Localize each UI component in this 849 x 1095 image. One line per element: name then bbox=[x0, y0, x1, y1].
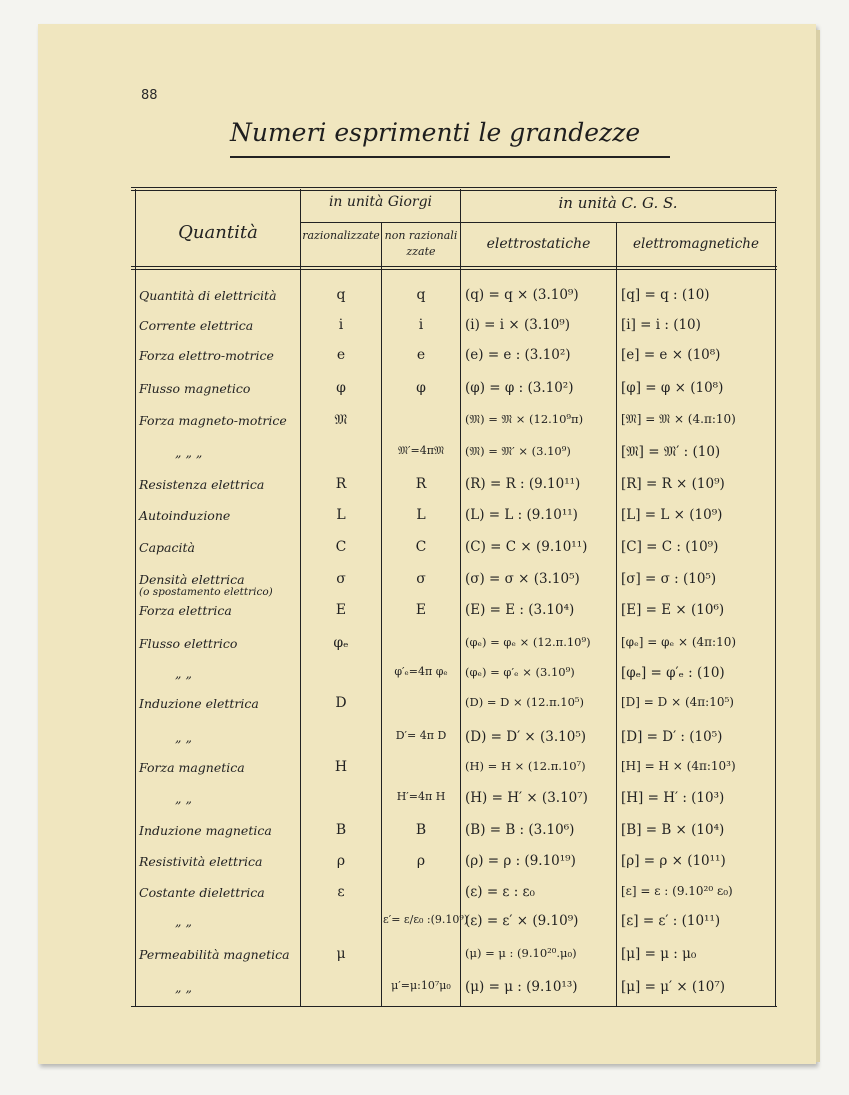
cell-electrostatic: (H) = H × (12.π.10⁷) bbox=[465, 759, 586, 773]
cell-non-rationalized: μ′=μ:10⁷μ₀ bbox=[391, 979, 451, 992]
cell-non-rationalized: E bbox=[415, 602, 427, 618]
cell-non-rationalized: q bbox=[416, 287, 426, 303]
cell-electrostatic: (E) = E : (3.10⁴) bbox=[465, 602, 575, 618]
cell-quantity: Forza magnetica bbox=[139, 760, 245, 775]
cell-electrostatic: (φₑ) = φ′ₑ × (3.10⁹) bbox=[465, 665, 575, 679]
col-rule-right bbox=[775, 189, 776, 1007]
cell-quantity: Flusso elettrico bbox=[139, 636, 238, 651]
cell-quantity: Resistività elettrica bbox=[139, 854, 263, 869]
header-quantity: Quantità bbox=[178, 222, 258, 243]
header-electrostatic: elettrostatiche bbox=[486, 236, 591, 252]
cell-electromagnetic: [φ] = φ × (10⁸) bbox=[621, 380, 724, 396]
cell-rationalized: φₑ bbox=[333, 635, 349, 651]
cell-quantity: „ „ bbox=[175, 914, 192, 929]
header-sub-rule bbox=[300, 222, 776, 223]
cell-quantity: Forza elettrica bbox=[139, 603, 232, 618]
cell-non-rationalized: φ′ₑ=4π φₑ bbox=[394, 665, 448, 678]
cell-electromagnetic: [D] = D × (4π:10⁵) bbox=[621, 695, 734, 709]
cell-electrostatic: (𝔐) = 𝔐 × (12.10⁹π) bbox=[465, 412, 584, 426]
cell-quantity: Quantità di elettricità bbox=[139, 288, 277, 303]
cell-electromagnetic: [μ] = μ : μ₀ bbox=[621, 946, 697, 962]
cell-electromagnetic: [H] = H′ : (10³) bbox=[621, 790, 725, 806]
cell-non-rationalized: 𝔐′=4π𝔐 bbox=[397, 444, 445, 457]
cell-electromagnetic: [ρ] = ρ × (10¹¹) bbox=[621, 853, 726, 869]
cell-rationalized: D bbox=[335, 695, 347, 711]
header-rationalized: razionalizzate bbox=[302, 229, 380, 242]
cell-electrostatic: (R) = R : (9.10¹¹) bbox=[465, 476, 581, 492]
cell-electrostatic: (ε) = ε : ε₀ bbox=[465, 884, 535, 900]
cell-non-rationalized: R bbox=[415, 476, 427, 492]
cell-electrostatic: (𝔐) = 𝔐′ × (3.10⁹) bbox=[465, 444, 571, 458]
cell-quantity: Costante dielettrica bbox=[139, 885, 265, 900]
cell-electromagnetic: [i] = i : (10) bbox=[621, 317, 701, 333]
cell-quantity: Forza magneto-motrice bbox=[139, 413, 287, 428]
cell-quantity: Resistenza elettrica bbox=[139, 477, 265, 492]
table-bottom-rule bbox=[131, 1006, 777, 1007]
cell-electromagnetic: [μ] = μ′ × (10⁷) bbox=[621, 979, 726, 995]
cell-non-rationalized: B bbox=[415, 822, 427, 838]
cell-rationalized: e bbox=[336, 347, 346, 363]
cell-non-rationalized: H′=4π H bbox=[396, 790, 446, 803]
cell-electromagnetic: [𝔐] = 𝔐 × (4.π:10) bbox=[621, 412, 736, 426]
cell-rationalized: H bbox=[334, 759, 348, 775]
cell-electromagnetic: [q] = q : (10) bbox=[621, 287, 710, 303]
col-rule-elstat bbox=[616, 222, 617, 1007]
col-rule-quantity bbox=[300, 189, 301, 1007]
cell-rationalized: B bbox=[335, 822, 347, 838]
header-bottom-rule-2 bbox=[131, 269, 777, 270]
cell-quantity: Flusso magnetico bbox=[139, 381, 251, 396]
cell-non-rationalized: ρ bbox=[416, 853, 426, 869]
cell-quantity: „ „ bbox=[175, 730, 192, 745]
cell-rationalized: ε bbox=[337, 884, 345, 900]
header-electromagnetic: elettromagnetiche bbox=[633, 236, 759, 252]
cell-non-rationalized: i bbox=[418, 317, 424, 333]
cell-electrostatic: (ρ) = ρ : (9.10¹⁹) bbox=[465, 853, 576, 869]
cell-rationalized: φ bbox=[336, 380, 346, 396]
cell-non-rationalized: σ bbox=[416, 571, 426, 587]
cell-electrostatic: (ε) = ε′ × (9.10⁹) bbox=[465, 913, 579, 929]
cell-electromagnetic: [L] = L × (10⁹) bbox=[621, 507, 723, 523]
table-top-rule-2 bbox=[131, 190, 777, 191]
cell-electromagnetic: [ε] = ε′ : (10¹¹) bbox=[621, 913, 721, 929]
cell-quantity: „ „ „ bbox=[175, 445, 203, 460]
cell-electrostatic: (i) = i × (3.10⁹) bbox=[465, 317, 570, 333]
cell-non-rationalized: C bbox=[415, 539, 427, 555]
cell-electromagnetic: [D] = D′ : (10⁵) bbox=[621, 729, 723, 745]
cell-electromagnetic: [φₑ] = φₑ × (4π:10) bbox=[621, 635, 737, 649]
cell-rationalized: σ bbox=[336, 571, 346, 587]
header-cgs: in unità C. G. S. bbox=[558, 194, 678, 212]
cell-electromagnetic: [ε] = ε : (9.10²⁰ ε₀) bbox=[621, 884, 733, 898]
cell-electromagnetic: [σ] = σ : (10⁵) bbox=[621, 571, 717, 587]
cell-electrostatic: (D) = D′ × (3.10⁵) bbox=[465, 729, 587, 745]
cell-electromagnetic: [𝔐] = 𝔐′ : (10) bbox=[621, 444, 721, 460]
cell-electromagnetic: [B] = B × (10⁴) bbox=[621, 822, 725, 838]
cell-electrostatic: (φₑ) = φₑ × (12.π.10⁹) bbox=[465, 635, 591, 649]
page-edge bbox=[816, 30, 820, 1062]
cell-rationalized: q bbox=[336, 287, 346, 303]
col-rule-giorgi bbox=[381, 222, 382, 1007]
cell-electrostatic: (B) = B : (3.10⁶) bbox=[465, 822, 575, 838]
cell-rationalized: ρ bbox=[336, 853, 346, 869]
cell-quantity: Permeabilità magnetica bbox=[139, 947, 290, 962]
cell-electrostatic: (q) = q × (3.10⁹) bbox=[465, 287, 579, 303]
cell-electromagnetic: [R] = R × (10⁹) bbox=[621, 476, 725, 492]
header-giorgi: in unità Giorgi bbox=[328, 194, 433, 210]
cell-non-rationalized: φ bbox=[416, 380, 426, 396]
page-number: 88 bbox=[141, 88, 158, 103]
cell-electrostatic: (e) = e : (3.10²) bbox=[465, 347, 571, 363]
header-bottom-rule bbox=[131, 266, 777, 267]
cell-electromagnetic: [H] = H × (4π:10³) bbox=[621, 759, 736, 773]
cell-rationalized: L bbox=[336, 507, 346, 523]
cell-rationalized: E bbox=[335, 602, 347, 618]
cell-non-rationalized: ε′= ε/ε₀ :(9.10⁹) bbox=[383, 913, 469, 926]
cell-quantity: „ „ bbox=[175, 666, 192, 681]
cell-electrostatic: (μ) = μ : (9.10¹³) bbox=[465, 979, 578, 995]
table-top-rule bbox=[131, 187, 777, 188]
col-rule-left bbox=[135, 189, 136, 1007]
cell-rationalized: i bbox=[338, 317, 344, 333]
page-title: Numeri esprimenti le grandezze bbox=[230, 118, 641, 147]
cell-quantity: „ „ bbox=[175, 791, 192, 806]
cell-non-rationalized: D′= 4π D bbox=[395, 729, 447, 742]
cell-electromagnetic: [C] = C : (10⁹) bbox=[621, 539, 719, 555]
cell-quantity: Induzione magnetica bbox=[139, 823, 272, 838]
cell-non-rationalized: L bbox=[416, 507, 426, 523]
cell-electrostatic: (μ) = μ : (9.10²⁰.μ₀) bbox=[465, 946, 577, 960]
cell-quantity: Densità elettrica bbox=[139, 572, 245, 587]
title-underline bbox=[230, 156, 670, 158]
cell-electromagnetic: [φₑ] = φ′ₑ : (10) bbox=[621, 665, 725, 681]
cell-electrostatic: (σ) = σ × (3.10⁵) bbox=[465, 571, 580, 587]
cell-rationalized: R bbox=[335, 476, 347, 492]
cell-rationalized: 𝔐 bbox=[334, 412, 348, 428]
cell-rationalized: C bbox=[335, 539, 347, 555]
col-rule-cgs bbox=[460, 189, 461, 1007]
cell-quantity: Autoinduzione bbox=[139, 508, 231, 523]
cell-electrostatic: (φ) = φ : (3.10²) bbox=[465, 380, 574, 396]
cell-quantity-note: (o spostamento elettrico) bbox=[139, 586, 273, 598]
cell-quantity: Corrente elettrica bbox=[139, 318, 254, 333]
cell-quantity: Forza elettro-motrice bbox=[139, 348, 274, 363]
cell-non-rationalized: e bbox=[416, 347, 426, 363]
cell-rationalized: μ bbox=[336, 946, 346, 962]
cell-electromagnetic: [E] = E × (10⁶) bbox=[621, 602, 725, 618]
cell-electrostatic: (C) = C × (9.10¹¹) bbox=[465, 539, 588, 555]
cell-electrostatic: (H) = H′ × (3.10⁷) bbox=[465, 790, 588, 806]
cell-electromagnetic: [e] = e × (10⁸) bbox=[621, 347, 721, 363]
header-non-rationalized: non razionalizzate bbox=[384, 229, 458, 258]
cell-electrostatic: (D) = D × (12.π.10⁵) bbox=[465, 695, 585, 709]
cell-electrostatic: (L) = L : (9.10¹¹) bbox=[465, 507, 578, 523]
cell-quantity: „ „ bbox=[175, 980, 192, 995]
cell-quantity: Induzione elettrica bbox=[139, 696, 259, 711]
cell-quantity: Capacità bbox=[139, 540, 195, 555]
